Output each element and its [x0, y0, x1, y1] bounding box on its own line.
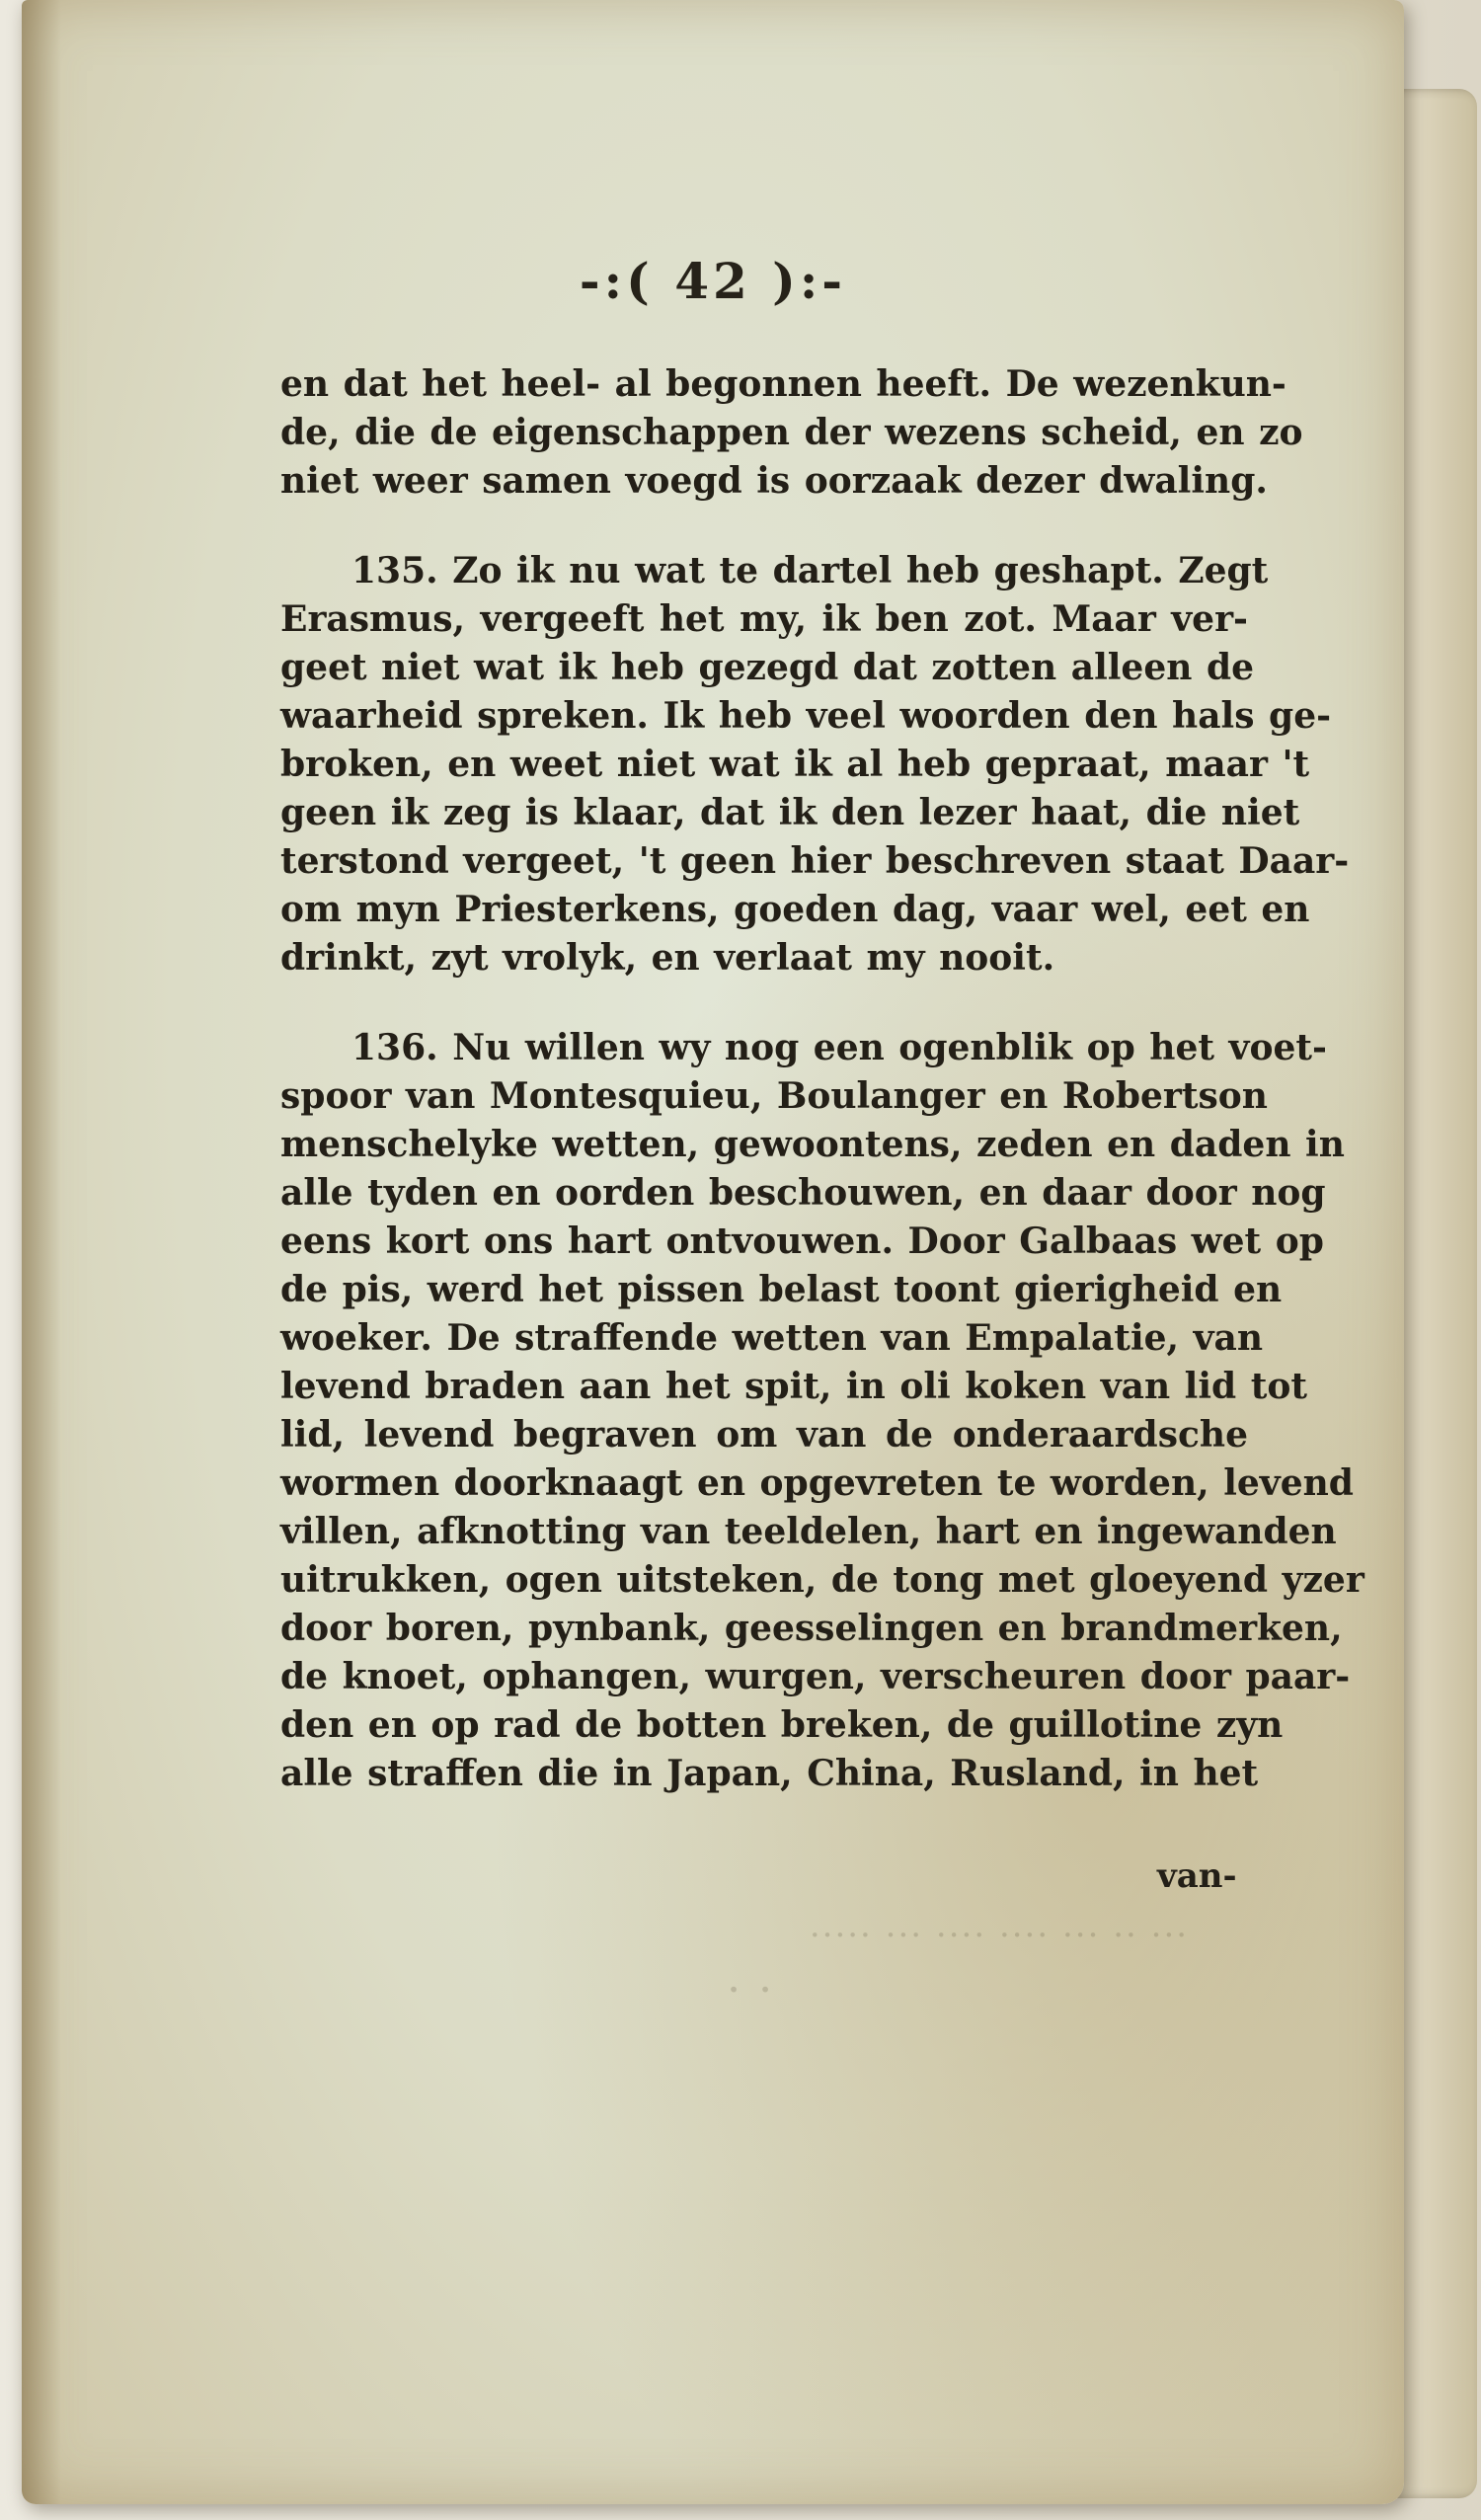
- text-line: levend braden aan het spit, in oli koken van lid tot: [280, 1366, 1308, 1407]
- text-line: eens kort ons hart ontvouwen. Door Galbaas wet op: [280, 1221, 1324, 1262]
- text-line: alle straffen die in Japan, China, Rusland, in het: [280, 1753, 1259, 1794]
- text-line: om myn Priesterkens, goeden dag, vaar wel, eet en: [280, 889, 1310, 930]
- catchword: van-: [1157, 1856, 1237, 1896]
- text-line: villen, afknotting van teeldelen, hart en ingewanden: [280, 1511, 1337, 1552]
- text-line: de, die de eigenschappen der wezens scheid, en zo: [280, 412, 1303, 453]
- text-line: niet weer samen voegd is oorzaak dezer dwaling.: [280, 460, 1268, 502]
- text-line: en dat het heel- al begonnen heeft. De wezenkun-: [280, 363, 1286, 405]
- text-line: wormen doorknaagt en opgevreten te worden, levend: [280, 1462, 1354, 1504]
- text-line: uitrukken, ogen uitsteken, de tong met gloeyend yzer: [280, 1559, 1364, 1601]
- text-line: waarheid spreken. Ik heb veel woorden den hals ge-: [280, 695, 1332, 737]
- text-line: broken, en weet niet wat ik al heb gepraat, maar 't: [280, 744, 1310, 785]
- text-line: Erasmus, vergeeft het my, ik ben zot. Maar ver-: [280, 598, 1248, 640]
- page-spine-shadow: [22, 0, 61, 2504]
- text-line: alle tyden en oorden beschouwen, en daar door nog: [280, 1172, 1326, 1214]
- text-line: menschelyke wetten, gewoontens, zeden en daden in: [280, 1124, 1345, 1165]
- text-line: de pis, werd het pissen belast toont gierigheid en: [280, 1269, 1283, 1310]
- bleed-through-text: ··· ·· ··· ···· ···· ··· ····· · ·: [725, 1916, 1187, 2015]
- text-line: 136. Nu willen wy nog een ogenblik op het voet-: [351, 1027, 1327, 1068]
- text-line: drinkt, zyt vrolyk, en verlaat my nooit.: [280, 937, 1055, 979]
- text-line: 135. Zo ik nu wat te dartel heb geshapt. Zegt: [351, 550, 1269, 591]
- text-line: geen ik zeg is klaar, dat ik den lezer haat, die niet: [280, 792, 1300, 833]
- text-line: den en op rad de botten breken, de guillotine zyn: [280, 1704, 1284, 1746]
- text-line: geet niet wat ik heb gezegd dat zotten alleen de: [280, 647, 1255, 688]
- text-line: de knoet, ophangen, wurgen, verscheuren door paar-: [280, 1656, 1351, 1697]
- paragraph-135: [280, 547, 1350, 983]
- paragraph-136: [280, 1024, 1364, 1798]
- page-number-header: -:( 42 ):-: [579, 252, 847, 310]
- text-line: terstond vergeet, 't geen hier beschreven staat Daar-: [280, 840, 1350, 882]
- paragraph-1: [280, 360, 1303, 506]
- body-text: [280, 360, 1364, 1798]
- book-page: [22, 0, 1404, 2504]
- text-line: door boren, pynbank, geesselingen en brandmerken,: [280, 1608, 1343, 1649]
- text-line: woeker. De straffende wetten van Empalatie, van: [280, 1317, 1264, 1359]
- text-line: lid, levend begraven om van de onderaardsche: [280, 1414, 1248, 1456]
- text-line: spoor van Montesquieu, Boulanger en Robertson: [280, 1075, 1268, 1117]
